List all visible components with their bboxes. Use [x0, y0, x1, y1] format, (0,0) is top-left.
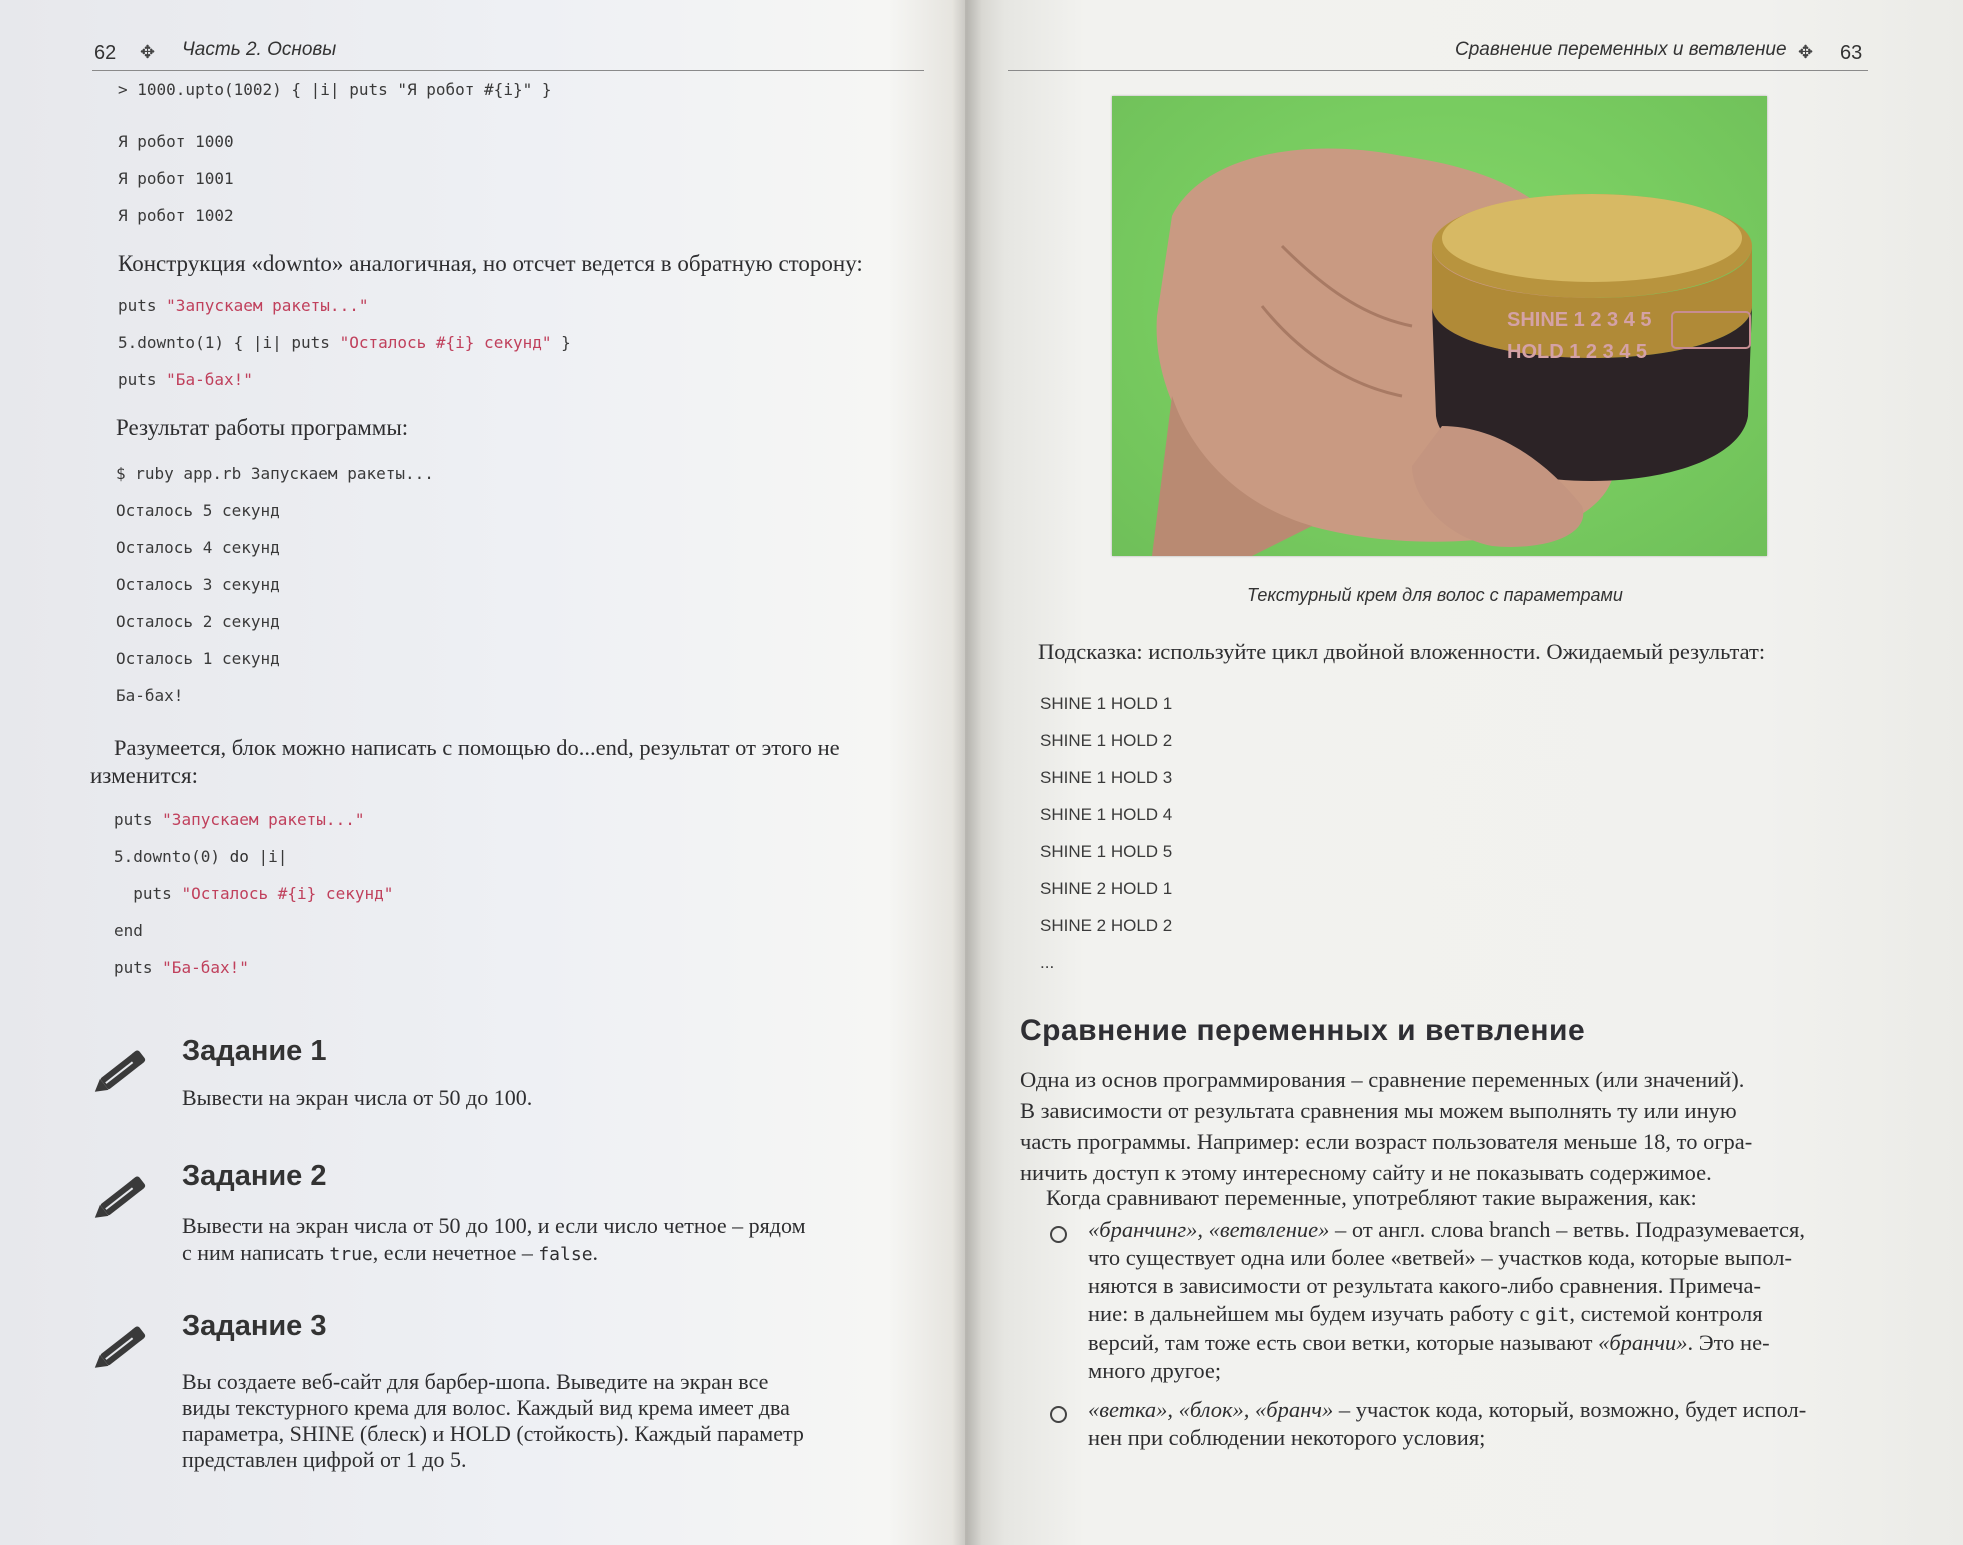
task-3-text-line1: Вы создаете веб-сайт для барбер-шопа. Выведите на экран все [182, 1369, 769, 1394]
hand-holding-jar-image [1112, 96, 1767, 556]
output-line: Осталось 1 секунд [116, 649, 280, 668]
bullet-icon [1050, 1406, 1067, 1423]
task-2-text-line1: Вывести на экран числа от 50 до 100, и если число четное – рядом [182, 1213, 806, 1238]
pencil-icon [86, 1162, 160, 1232]
header-separator-icon: ✥ [1798, 42, 1814, 62]
bullet-item-block: «ветка», «блок», «бранч» – участок кода, который, возможно, будет испол- нен при соблюдении некоторого условия; [1088, 1397, 1807, 1450]
pencil-icon [86, 1036, 160, 1106]
header-separator-icon: ✥ [140, 42, 156, 62]
task-1-title: Задание 1 [182, 1035, 327, 1067]
output-line: Осталось 2 секунд [116, 612, 280, 631]
task-2-text-line2: с ним написать true, если нечетное – false. [182, 1240, 599, 1265]
paragraph-doend-line1: Разумеется, блок можно написать с помощью do...end, результат от этого не [114, 735, 840, 760]
task-3-title: Задание 3 [182, 1310, 327, 1342]
page-number-right: 63 [1840, 42, 1863, 64]
paragraph-doend-line2: изменится: [90, 763, 198, 788]
output-line: Осталось 5 секунд [116, 501, 280, 520]
task-2-title: Задание 2 [182, 1160, 327, 1192]
bullet-item-branching: «бранчинг», «ветвление» – от англ. слова branch – ветвь. Подразумевается, что существует одна или более «ветвей» – участков кода, которые выпол- няются в зависимости от результата какого-либо сравнения. Примеча- ние: в дальнейшем мы будем изучать работу с git, системой контроля версий, там тоже есть свои ветки, которые называют «бранчи». Это не- много другое; [1088, 1217, 1805, 1383]
output-line: ... [1040, 953, 1055, 972]
output-line: SHINE 2 HOLD 2 [1040, 916, 1173, 935]
section-paragraph-2: Когда сравнивают переменные, употребляют такие выражения, как: [1046, 1185, 1697, 1210]
task-3-text-line4: представлен цифрой от 1 до 5. [182, 1447, 467, 1472]
task-3-text-line2: виды текстурного крема для волос. Каждый вид крема имеет два [182, 1395, 790, 1420]
task-3-text-line3: параметра, SHINE (блеск) и HOLD (стойкость). Каждый параметр [182, 1421, 804, 1446]
output-line: SHINE 1 HOLD 4 [1040, 805, 1173, 824]
code-line: > 1000.upto(1002) { |i| puts "Я робот #{i}" } [118, 80, 552, 99]
product-photo [1112, 96, 1767, 556]
result-label: Результат работы программы: [116, 415, 409, 440]
task-1-text: Вывести на экран числа от 50 до 100. [182, 1085, 533, 1110]
code-line: Я робот 1002 [118, 206, 234, 225]
code-line: Я робот 1001 [118, 169, 234, 188]
header-title-left: Часть 2. Основы [182, 39, 337, 60]
pencil-icon [86, 1312, 160, 1382]
header-rule-left [92, 70, 924, 71]
paragraph-downto: Конструкция «downto» аналогичная, но отсчет ведется в обратную сторону: [118, 251, 863, 276]
output-line: Ба-бах! [116, 686, 184, 705]
photo-caption: Текстурный крем для волос с параметрами [1247, 585, 1623, 605]
output-line: SHINE 1 HOLD 5 [1040, 842, 1173, 861]
section-title: Сравнение переменных и ветвление [1020, 1014, 1586, 1047]
output-line: SHINE 2 HOLD 1 [1040, 879, 1173, 898]
header-rule-right [1008, 70, 1868, 71]
output-line: Осталось 3 секунд [116, 575, 280, 594]
code-line: Я робот 1000 [118, 132, 234, 151]
jar-label-hold: HOLD 1 2 3 4 5 [1507, 341, 1648, 363]
jar-label-shine: SHINE 1 2 3 4 5 [1507, 309, 1652, 331]
output-line: SHINE 1 HOLD 3 [1040, 768, 1173, 787]
left-page: 62 ✥ Часть 2. Основы > 1000.upto(1002) { |i| puts "Я робот #{i}" } Я робот 1000 Я робот 1001 Я робот 1002 Конструкция «downto» аналогичная, но отсчет ведется в обратную сторону: puts "Запускаем ракеты..." 5.downto(1) { |i| puts "Осталось #{i} секунд" } puts "Ба-бах!" Результат работы программы: $ ruby app.rb Запускаем ракеты... Осталось 5 секунд Осталось 4 секунд Осталось 3 секунд Осталось 2 секунд Осталось 1 секунд Ба-бах! Разумеется, блок можно написать с помощью do...end, результат от этого не изменится: puts "Запускаем ракеты..." 5.downto(0) do |i| puts "Осталось #{i} секунд" end puts "Ба-бах!" Задание 1 Вывести на экран числа от 50 до 100. Задание 2 Вывести на экран числа от 50 до 100, и если число четное – рядом с ним написать true, если нечетное – false. Задание 3 Вы создаете веб-сайт для барбер-шопа. Выведите на экран все виды текстурного крема для волос. Каждый вид крема имеет два параметра, SHINE (блеск) и HOLD (стойкость). Каждый параметр представлен цифрой от 1 до 5. [0, 0, 965, 1545]
hint-paragraph: Подсказка: используйте цикл двойной вложенности. Ожидаемый результат: [1038, 639, 1766, 664]
output-line: SHINE 1 HOLD 2 [1040, 731, 1173, 750]
output-line: $ ruby app.rb Запускаем ракеты... [116, 464, 434, 483]
output-line: Осталось 4 секунд [116, 538, 280, 557]
page-number-left: 62 [94, 42, 117, 64]
output-line: SHINE 1 HOLD 1 [1040, 694, 1173, 713]
book-gutter [952, 0, 982, 1545]
section-paragraph-1: Одна из основ программирования – сравнение переменных (или значений). В зависимости от результата сравнения мы можем выполнять ту или иную часть программы. Например: если возраст пользователя меньше 18, то огра- ничить доступ к этому интересному сайту и не показывать содержимое. [1020, 1067, 1753, 1185]
header-title-right: Сравнение переменных и ветвление [1455, 39, 1787, 60]
bullet-icon [1050, 1226, 1067, 1243]
